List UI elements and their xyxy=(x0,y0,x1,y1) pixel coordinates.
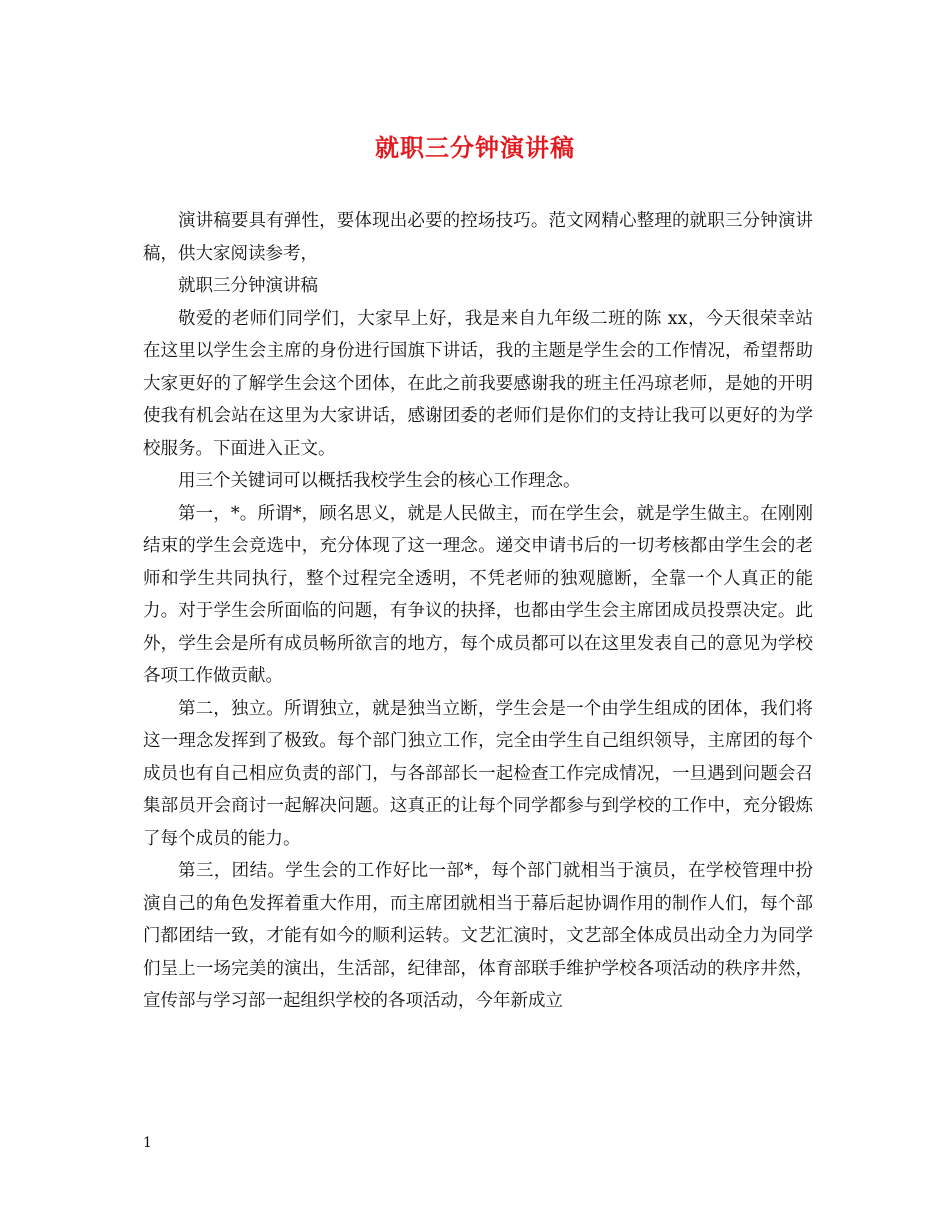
paragraph-summary: 用三个关键词可以概括我校学生会的核心工作理念。 xyxy=(178,471,581,491)
document-body xyxy=(143,205,813,1018)
paragraph-first-point: 第一，*。所谓*，顾名思义，就是人民做主，而在学生会，就是学生做主。在刚刚结束的学生会竞选中，充分体现了这一理念。递交申请书后的一切考核都由学生会的老师和学生共同执行，整个过程完全透明，不凭老师的独观臆断，全靠一个人真正的能力。对于学生会所面临的问题，有争议的抉择，也都由学生会主席团成员投票决定。此外，学生会是所有成员畅所欲言的地方，每个成员都可以在这里发表自己的意见为学校各项工作做贡献。 xyxy=(143,503,813,686)
paragraph-second-point: 第二，独立。所谓独立，就是独当立断，学生会是一个由学生组成的团体，我们将这一理念发挥到了极致。每个部门独立工作，完全由学生自己组织领导，主席团的每个成员也有自己相应负责的部门，与各部部长一起检查工作完成情况，一旦遇到问题会召集部员开会商讨一起解决问题。这真正的让每个同学都参与到学校的工作中，充分锻炼了每个成员的能力。 xyxy=(143,698,813,849)
paragraph-intro: 演讲稿要具有弹性，要体现出必要的控场技巧。范文网精心整理的就职三分钟演讲稿，供大家阅读参考， xyxy=(143,211,813,264)
document-title: 就职三分钟演讲稿 xyxy=(375,133,575,162)
paragraph-third-point: 第三，团结。学生会的工作好比一部*，每个部门就相当于演员，在学校管理中扮演自己的角色发挥着重大作用，而主席团就相当于幕后起协调作用的制作人们，每个部门都团结一致，才能有如今的顺利运转。文艺汇演时，文艺部全体成员出动全力为同学们呈上一场完美的演出，生活部，纪律部，体育部联手维护学校各项活动的秩序井然，宣传部与学习部一起组织学校的各项活动，今年新成立 xyxy=(143,861,813,1011)
paragraph-subtitle: 就职三分钟演讲稿 xyxy=(178,276,318,296)
page-number: 1 xyxy=(143,1135,152,1151)
paragraph-greeting: 敬爱的老师们同学们，大家早上好，我是来自九年级二班的陈 xx，今天很荣幸站在这里以学生会主席的身份进行国旗下讲话，我的主题是学生会的工作情况，希望帮助大家更好的了解学生会这个团体，在此之前我要感谢我的班主任冯琼老师，是她的开明使我有机会站在这里为大家讲话，感谢团委的老师们是你们的支持让我可以更好的为学校服务。下面进入正文。 xyxy=(143,308,813,459)
